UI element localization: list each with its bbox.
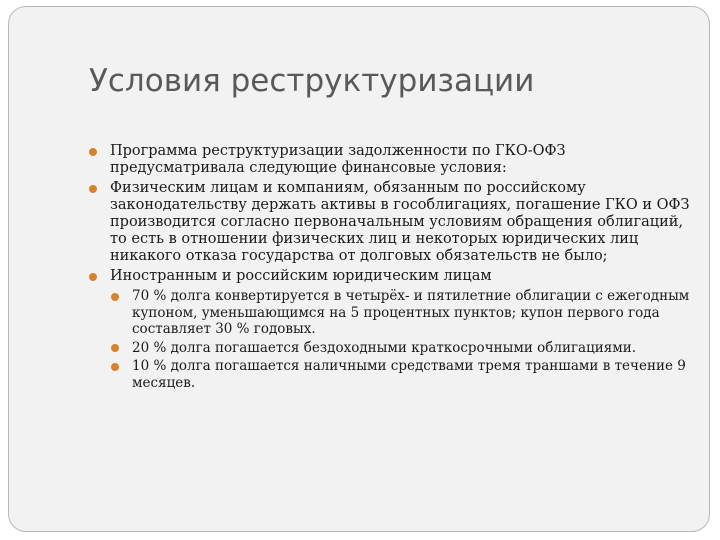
bullet-item xyxy=(87,143,692,177)
bullet-text: Программа реструктуризации задолженности по ГКО-ОФЗ предусматривала следующие финансовые условия: xyxy=(110,143,566,176)
sub-bullet-text: 10 % долга погашается наличными средствами тремя траншами в течение 9 месяцев. xyxy=(132,358,686,391)
sub-bullet-item xyxy=(87,288,692,338)
bullet-text: Иностранным и российским юридическим лицам xyxy=(110,268,492,284)
bullet-dot-icon xyxy=(111,344,119,352)
bullet-dot-icon xyxy=(111,293,119,301)
slide xyxy=(8,6,710,532)
sub-bullet-text: 20 % долга погашается бездоходными краткосрочными облигациями. xyxy=(132,339,637,356)
bullet-list xyxy=(87,143,692,393)
sub-bullet-text: 70 % долга конвертируется в четырёх- и пятилетние облигации с ежегодным купоном, уменьшающимся на 5 процентных пунктов; купон первого года составляет 30 % годовых. xyxy=(132,288,690,337)
sub-bullet-item xyxy=(87,340,692,357)
sub-bullet-item xyxy=(87,358,692,391)
bullet-text: Физическим лицам и компаниям, обязанным по российскому законодательству держать активы в гособлигациях, погашение ГКО и ОФЗ производится согласно первоначальным условиям обращения облигаций, то есть в отношении физических лиц и некоторых юридических лиц никакого отказа государства от долговых обязательств не было; xyxy=(110,180,690,264)
bullet-dot-icon xyxy=(111,363,119,371)
bullet-dot-icon xyxy=(89,148,97,156)
bullet-item xyxy=(87,180,692,265)
bullet-dot-icon xyxy=(89,273,97,281)
slide-title: Условия реструктуризации xyxy=(89,63,535,99)
bullet-item xyxy=(87,268,692,285)
bullet-dot-icon xyxy=(89,185,97,193)
